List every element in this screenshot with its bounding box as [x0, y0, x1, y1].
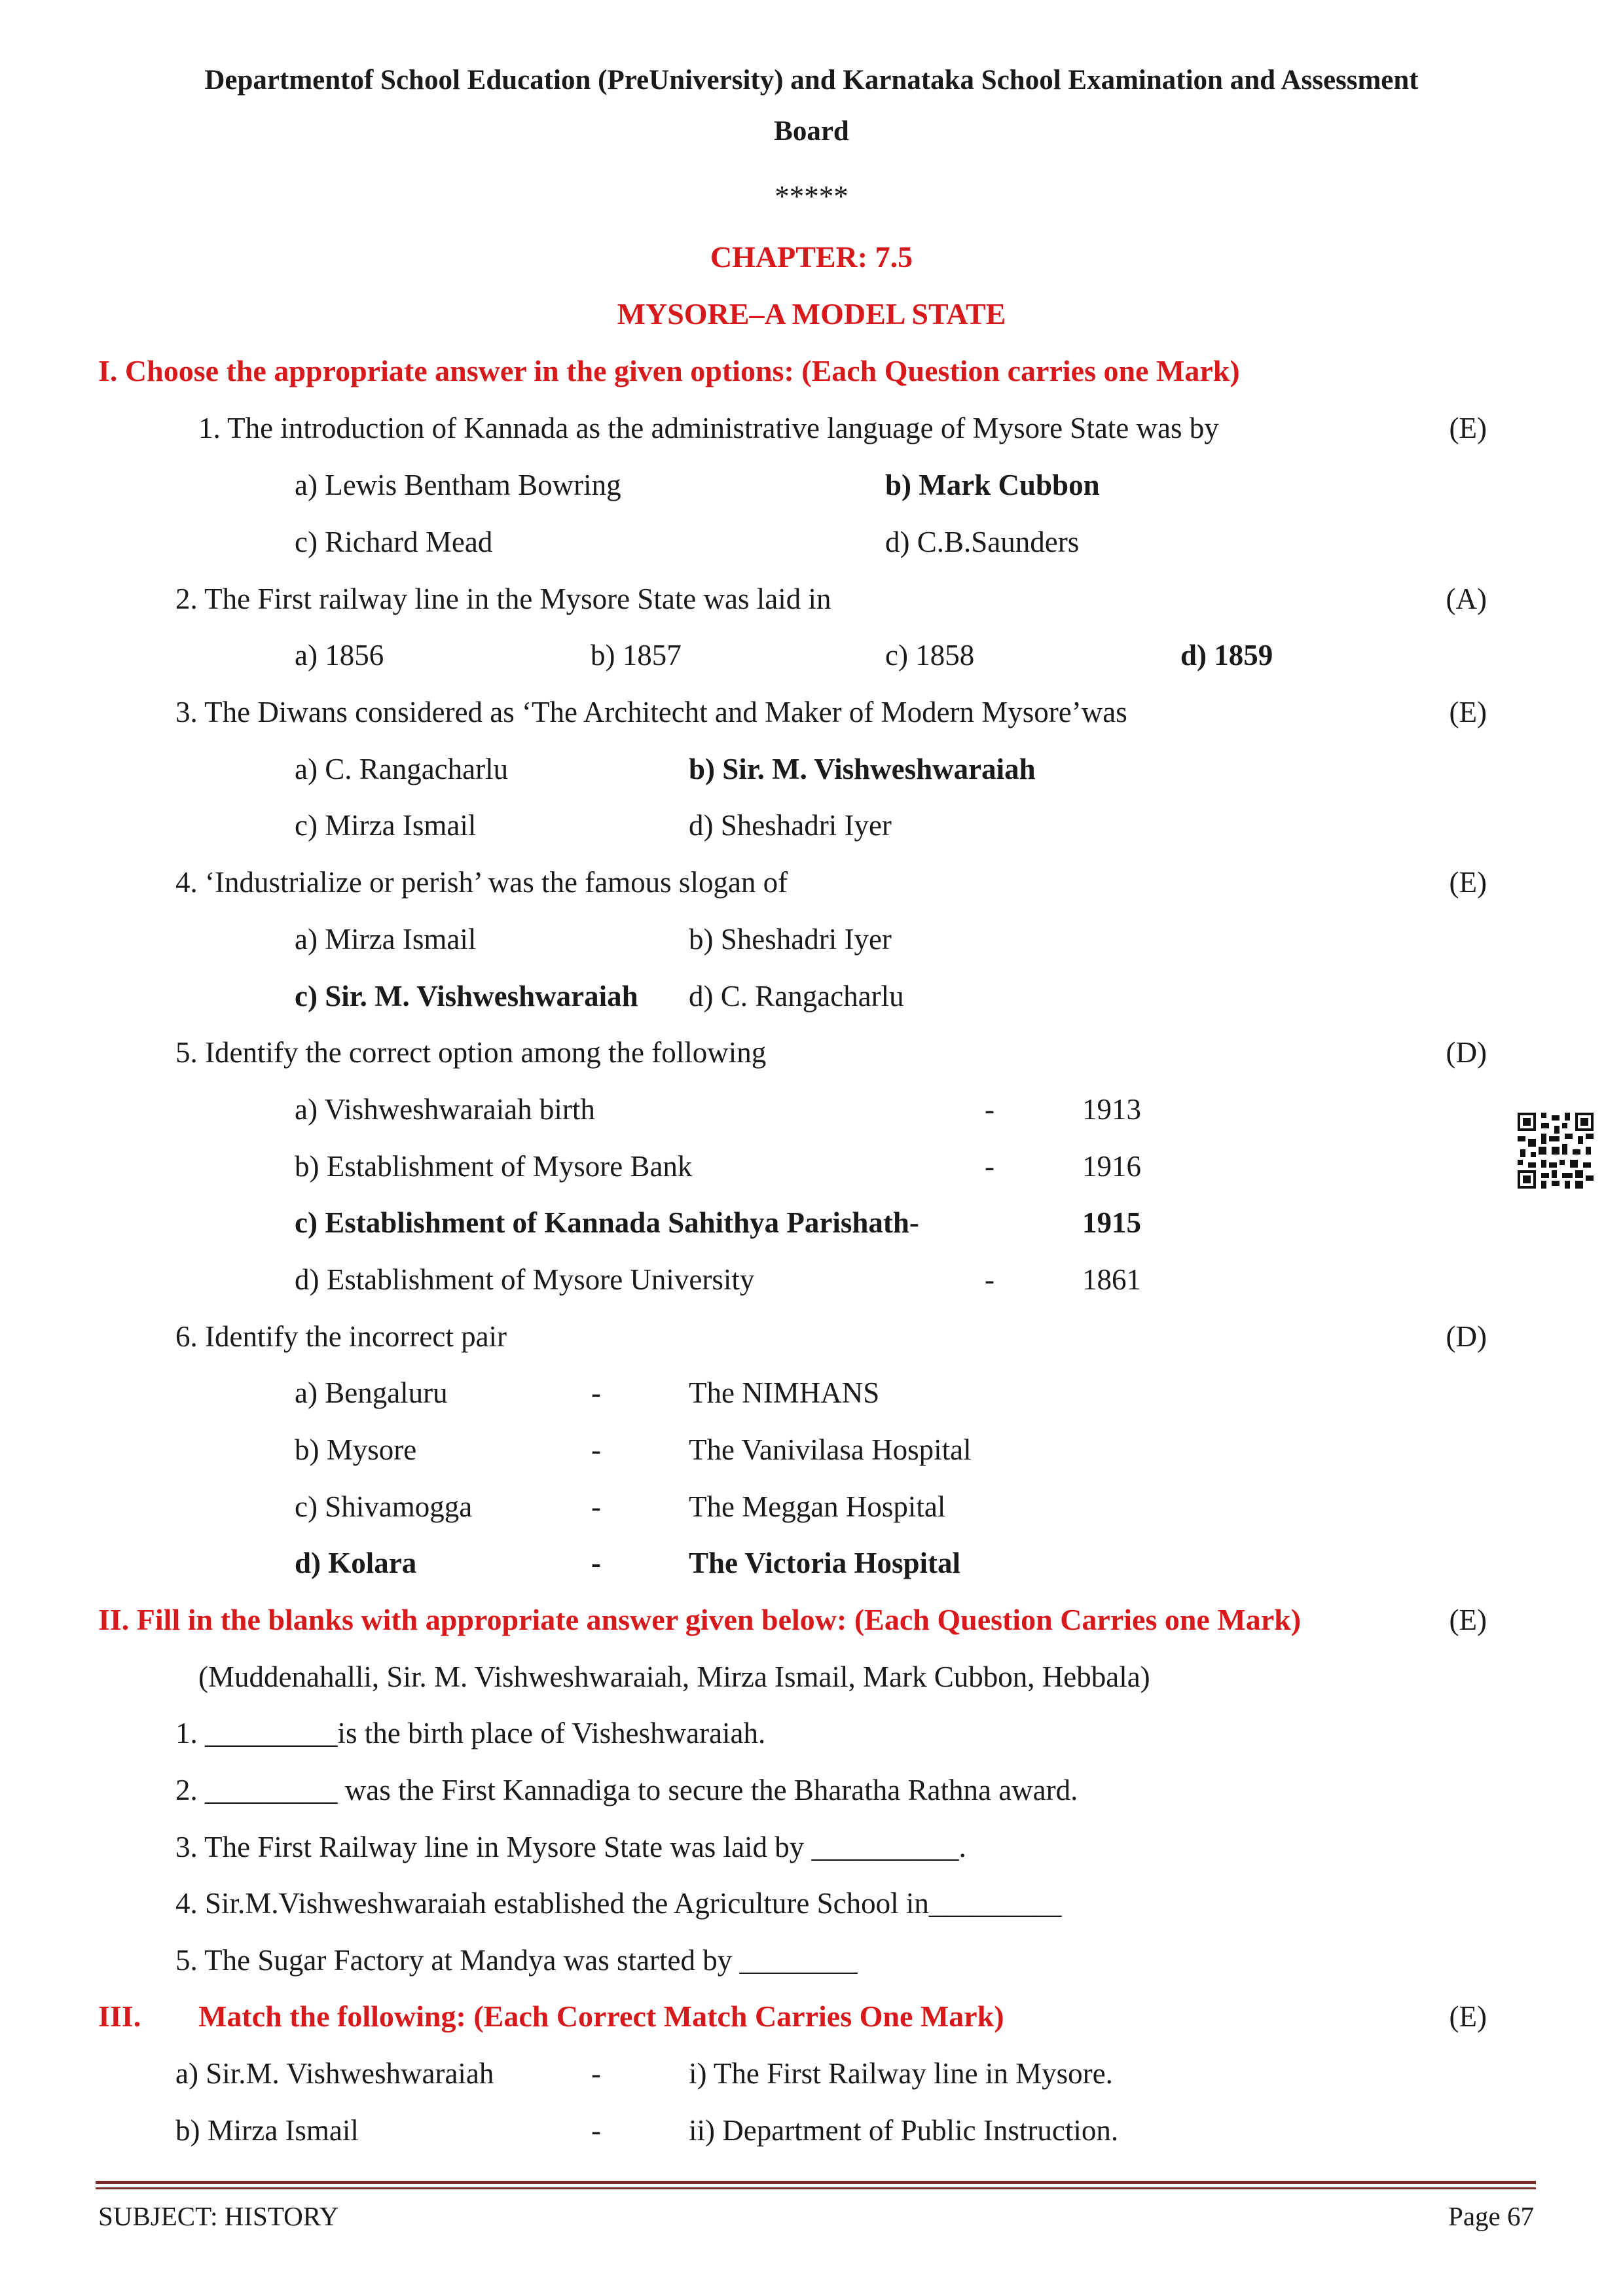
footer-page-number: Page 67 [1448, 2201, 1534, 2231]
qr-code-icon [1518, 1113, 1594, 1189]
q5-row-a-year: 1913 [1082, 1093, 1141, 1126]
q6-row-d-place: d) Kolara [295, 1547, 417, 1579]
question-3-code: (E) [1449, 696, 1487, 728]
match-row-a-left: a) Sir.M. Vishweshwaraiah [175, 2057, 494, 2090]
q5-row-a-label: a) Vishweshwaraiah birth [295, 1093, 595, 1126]
question-1: 1. The introduction of Kannada as the administrative language of Mysore State was by [198, 412, 1219, 444]
match-row-a-dash: - [591, 2057, 601, 2090]
match-row-a-right: i) The First Railway line in Mysore. [689, 2057, 1113, 2090]
q6-row-b-dash: - [591, 1433, 601, 1466]
match-row-b-dash: - [591, 2114, 601, 2147]
question-3: 3. The Diwans considered as ‘The Architecht and Maker of Modern Mysore’was [175, 696, 1127, 728]
q3-option-a: a) C. Rangacharlu [295, 753, 509, 785]
q5-row-b-label: b) Establishment of Mysore Bank [295, 1150, 693, 1183]
question-6-code: (D) [1446, 1320, 1487, 1353]
section-3-heading: Match the following: (Each Correct Match Carries One Mark) [198, 2000, 1004, 2033]
q3-option-b: b) Sir. M. Vishweshwaraiah [689, 753, 1036, 785]
chapter-title: MYSORE–A MODEL STATE [617, 297, 1006, 331]
q1-option-b: b) Mark Cubbon [885, 469, 1100, 501]
footer-rule-thin [96, 2187, 1536, 2189]
question-2: 2. The First railway line in the Mysore State was laid in [175, 583, 831, 615]
chapter-number: CHAPTER: 7.5 [710, 240, 913, 274]
question-4: 4. ‘Industrialize or perish’ was the famous slogan of [175, 866, 788, 899]
board-header-line1: Departmentof School Education (PreUniversity) and Karnataka School Examination and Assessment [204, 65, 1419, 96]
question-1-code: (E) [1449, 412, 1487, 444]
q5-row-c-label: c) Establishment of Kannada Sahithya Parishath- [295, 1206, 919, 1239]
question-4-code: (E) [1449, 866, 1487, 899]
q1-option-d: d) C.B.Saunders [885, 526, 1080, 558]
section-3-number: III. [98, 2000, 141, 2033]
section-2-options: (Muddenahalli, Sir. M. Vishweshwaraiah, Mirza Ismail, Mark Cubbon, Hebbala) [198, 1660, 1150, 1693]
q5-row-c-year: 1915 [1082, 1206, 1141, 1239]
q6-row-d-dash: - [591, 1547, 601, 1579]
match-row-b-left: b) Mirza Ismail [175, 2114, 359, 2147]
footer-rule [96, 2181, 1536, 2184]
fill-blank-1: 1. _________is the birth place of Visheshwaraiah. [175, 1717, 766, 1749]
q6-row-a-dash: - [591, 1376, 601, 1409]
q5-row-b-dash: - [985, 1150, 994, 1183]
q2-option-a: a) 1856 [295, 639, 384, 672]
fill-blank-2: 2. _________ was the First Kannadiga to secure the Bharatha Rathna award. [175, 1774, 1078, 1806]
stars-divider: ***** [775, 180, 848, 213]
q1-option-c: c) Richard Mead [295, 526, 493, 558]
q5-row-b-year: 1916 [1082, 1150, 1141, 1183]
q5-row-a-dash: - [985, 1093, 994, 1126]
fill-blank-3: 3. The First Railway line in Mysore State was laid by __________. [175, 1831, 966, 1863]
question-6: 6. Identify the incorrect pair [175, 1320, 507, 1353]
section-2-code: (E) [1449, 1604, 1487, 1636]
q4-option-b: b) Sheshadri Iyer [689, 923, 892, 956]
q2-option-b: b) 1857 [591, 639, 682, 672]
q6-row-b-item: The Vanivilasa Hospital [689, 1433, 972, 1466]
footer-subject: SUBJECT: HISTORY [98, 2201, 339, 2231]
fill-blank-4: 4. Sir.M.Vishweshwaraiah established the Agriculture School in_________ [175, 1887, 1062, 1920]
q6-row-c-place: c) Shivamogga [295, 1490, 473, 1523]
board-header-line2: Board [774, 116, 849, 147]
q4-option-a: a) Mirza Ismail [295, 923, 477, 956]
q3-option-d: d) Sheshadri Iyer [689, 809, 892, 842]
q2-option-d: d) 1859 [1180, 639, 1273, 672]
q6-row-a-item: The NIMHANS [689, 1376, 880, 1409]
section-1-heading: I. Choose the appropriate answer in the given options: (Each Question carries one Mark) [98, 354, 1240, 387]
section-2-heading: II. Fill in the blanks with appropriate answer given below: (Each Question Carries one Mark) [98, 1603, 1302, 1636]
q2-option-c: c) 1858 [885, 639, 975, 672]
section-3-code: (E) [1449, 2000, 1487, 2033]
q3-option-c: c) Mirza Ismail [295, 809, 477, 842]
q6-row-c-dash: - [591, 1490, 601, 1523]
q5-row-d-label: d) Establishment of Mysore University [295, 1263, 755, 1296]
question-2-code: (A) [1446, 583, 1487, 615]
q6-row-b-place: b) Mysore [295, 1433, 417, 1466]
q6-row-d-item: The Victoria Hospital [689, 1547, 960, 1579]
question-5-code: (D) [1446, 1036, 1487, 1069]
q5-row-d-year: 1861 [1082, 1263, 1141, 1296]
fill-blank-5: 5. The Sugar Factory at Mandya was started by ________ [175, 1944, 858, 1977]
q5-row-d-dash: - [985, 1263, 994, 1296]
q4-option-c: c) Sir. M. Vishweshwaraiah [295, 980, 638, 1013]
q6-row-c-item: The Meggan Hospital [689, 1490, 946, 1523]
q1-option-a: a) Lewis Bentham Bowring [295, 469, 621, 501]
match-row-b-right: ii) Department of Public Instruction. [689, 2114, 1119, 2147]
q6-row-a-place: a) Bengaluru [295, 1376, 448, 1409]
question-5: 5. Identify the correct option among the following [175, 1036, 767, 1069]
q4-option-d: d) C. Rangacharlu [689, 980, 904, 1013]
